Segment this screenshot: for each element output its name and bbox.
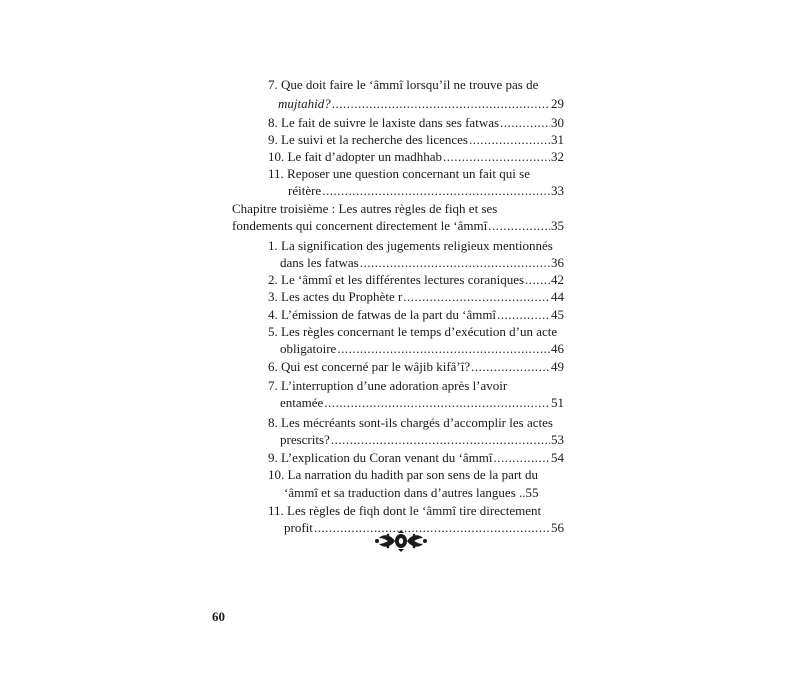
- toc-line: [268, 378, 564, 394]
- dot-leader: [360, 255, 550, 271]
- toc-line: [268, 359, 564, 375]
- toc-entry-text: 7. Que doit faire le ‘âmmî lorsqu’il ne trouve pas de: [268, 77, 539, 92]
- toc-entry-text: profit: [284, 520, 313, 535]
- floral-ornament-icon: [374, 530, 428, 552]
- toc-line: [268, 149, 564, 165]
- toc-page-number: 54: [551, 450, 564, 465]
- dot-leader: [314, 520, 550, 536]
- toc-page-number: 55: [525, 485, 539, 500]
- toc-page-number: 49: [551, 359, 564, 374]
- dot-leader: [469, 132, 550, 148]
- dot-leader: [500, 115, 550, 131]
- toc-entry-text: 9. L’explication du Coran venant du ‘âmmî: [268, 450, 493, 465]
- dot-leader: [337, 341, 550, 357]
- toc-entry-text: 4. L’émission de fatwas de la part du ‘âmmî: [268, 307, 497, 322]
- toc-line: [268, 307, 564, 323]
- toc-entry-text: mujtahid?: [278, 96, 331, 111]
- toc-page-number: 36: [551, 255, 564, 270]
- toc-entry-text: 8. Les mécréants sont-ils chargés d’accomplir les actes: [268, 415, 553, 430]
- toc-entry-text: 11. Reposer une question concernant un fait qui se: [268, 166, 530, 181]
- toc-line: [268, 77, 564, 93]
- toc-line: [268, 503, 564, 519]
- dot-leader: [488, 218, 550, 234]
- toc-line: [288, 183, 564, 199]
- toc-page-number: 32: [551, 149, 564, 164]
- toc-page-number: 46: [551, 341, 564, 356]
- toc-line: [280, 341, 564, 357]
- toc-page-number: 51: [551, 395, 564, 410]
- dot-leader: [525, 272, 550, 288]
- page-number: 60: [212, 609, 225, 624]
- toc-line: [268, 324, 564, 340]
- toc-line: [280, 432, 564, 448]
- toc-page-number: 29: [551, 96, 564, 111]
- dot-leader: [497, 307, 550, 323]
- toc-line: [268, 238, 564, 254]
- chapter-title: Chapitre troisième : Les autres règles de fiqh et ses: [232, 201, 498, 216]
- toc-page-number: 56: [551, 520, 564, 535]
- chapter-title: fondements qui concernent directement le ‘âmmî: [232, 218, 488, 233]
- toc-page-number: 42: [551, 272, 564, 287]
- toc-line: [280, 255, 564, 271]
- toc-entry-text: 1. La signification des jugements religieux mentionnés: [268, 238, 553, 253]
- toc-entry-text: 2. Le ‘âmmî et les différentes lectures coraniques: [268, 272, 525, 287]
- toc-entry-text: 8. Le fait de suivre le laxiste dans ses fatwas: [268, 115, 500, 130]
- toc-page-number: 31: [551, 132, 564, 147]
- toc-entry-text: 6. Qui est concerné par le wâjib kifâ’î?: [268, 359, 471, 374]
- toc-entry-text: obligatoire: [280, 341, 337, 356]
- dot-leader: [443, 149, 550, 165]
- toc-page-number: 44: [551, 289, 564, 304]
- toc-line: [268, 415, 564, 431]
- toc-line: [232, 218, 564, 234]
- toc-line: [268, 132, 564, 148]
- dot-leader: [322, 183, 550, 199]
- toc-entry-text: 9. Le suivi et la recherche des licences: [268, 132, 468, 147]
- dot-leader: [493, 450, 550, 466]
- dot-leader: [403, 289, 550, 305]
- toc-page-number: 53: [551, 432, 564, 447]
- dot-leader: [332, 96, 550, 112]
- toc-page-number: 30: [551, 115, 564, 130]
- dot-leader: [471, 359, 550, 375]
- toc-entry-text: 10. La narration du hadith par son sens de la part du: [268, 467, 539, 482]
- dot-leader: [331, 432, 550, 448]
- toc-entry-text: 11. Les règles de fiqh dont le ‘âmmî tire directement: [268, 503, 542, 518]
- toc-entry-text: dans les fatwas: [280, 255, 359, 270]
- toc-entry-text: 3. Les actes du Prophète r: [268, 289, 403, 304]
- toc-line: [268, 289, 564, 305]
- toc-line: [268, 467, 564, 483]
- toc-line: [278, 96, 564, 112]
- toc-line: [268, 166, 564, 182]
- toc-line: [268, 115, 564, 131]
- toc-entry-text: prescrits?: [280, 432, 330, 447]
- toc-page-number: 35: [551, 218, 564, 233]
- toc-entry-text: réitère: [288, 183, 322, 198]
- toc-line: [268, 450, 564, 466]
- toc-entry-text: 10. Le fait d’adopter un madhhab: [268, 149, 442, 164]
- toc-entry-text: 5. Les règles concernant le temps d’exécution d’un acte: [268, 324, 558, 339]
- toc-entry-text: 7. L’interruption d’une adoration après l’avoir: [268, 378, 508, 393]
- toc-page-number: 33: [551, 183, 564, 198]
- toc-entry-text: ‘âmmî et sa traduction dans d’autres langues ..: [284, 485, 526, 500]
- toc-line: [232, 201, 564, 217]
- toc-line: [268, 272, 564, 288]
- toc-line: [280, 395, 564, 411]
- toc-entry-text: entamée: [280, 395, 324, 410]
- toc-line: [284, 485, 564, 501]
- toc-page-number: 45: [551, 307, 564, 322]
- dot-leader: [324, 395, 550, 411]
